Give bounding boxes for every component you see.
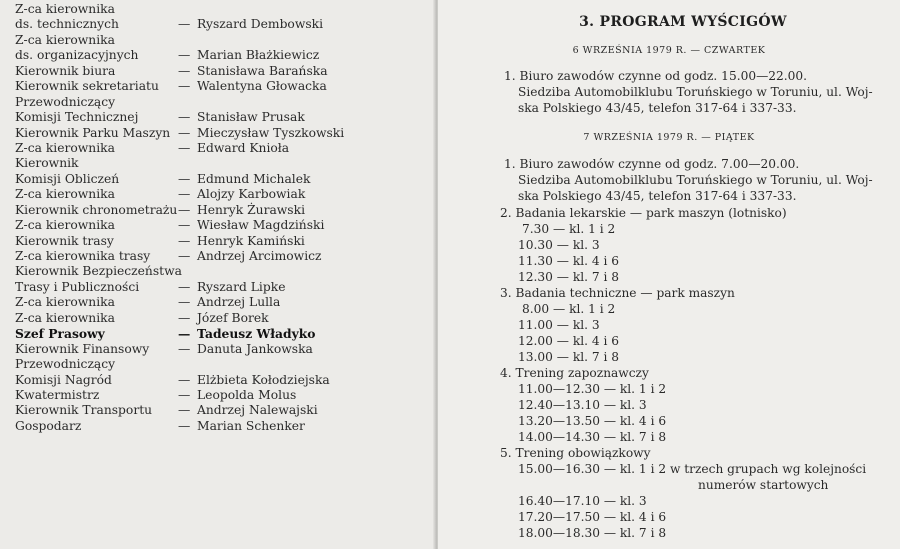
roster-role: Gospodarz: [15, 418, 82, 433]
familiarization-row: 13.20—13.50 — kl. 4 i 6: [518, 414, 667, 428]
roster-person: Henryk Żurawski: [197, 202, 306, 217]
roster-person: Stanisława Barańska: [197, 63, 328, 78]
roster-role: Kierownik Finansowy: [15, 341, 150, 356]
mandatory-row-continuation: numerów startowych: [698, 478, 829, 492]
roster-person: Andrzej Nalewajski: [197, 403, 318, 418]
technical-row: 11.00 — kl. 3: [518, 318, 600, 332]
roster-person: Mieczysław Tyszkowski: [197, 125, 345, 140]
roster-dash: —: [178, 202, 191, 217]
roster-dash: —: [178, 17, 191, 32]
roster-person: Józef Borek: [197, 310, 269, 325]
mandatory-training-title: 5. Trening obowiązkowy: [500, 446, 651, 460]
roster-person: Edward Knioła: [197, 140, 290, 155]
date-thursday: 6 WRZEŚNIA 1979 R. — CZWARTEK: [572, 45, 766, 56]
race-program: [438, 0, 900, 549]
roster-role: Z-ca kierownika: [15, 295, 115, 310]
roster-role: Trasy i Publiczności: [15, 279, 140, 294]
roster-dash: —: [178, 125, 191, 140]
d1-office-line1: 1. Biuro zawodów czynne od godz. 15.00—22.00.: [504, 69, 808, 83]
medical-row: 10.30 — kl. 3: [518, 238, 600, 252]
roster-role: Z-ca kierownika: [15, 310, 115, 325]
roster-dash: —: [178, 295, 191, 310]
roster-role: Kwatermistrz: [15, 387, 100, 402]
roster-dash: —: [178, 403, 191, 418]
roster-person: Danuta Jankowska: [197, 341, 313, 356]
roster-role: Kierownik sekretariatu: [15, 79, 159, 94]
roster-role: Z-ca kierownika: [15, 2, 115, 16]
right-page: [438, 0, 900, 549]
roster-role: ds. organizacyjnych: [15, 48, 139, 63]
left-page: [0, 0, 436, 549]
roster-person: Ryszard Lipke: [197, 279, 286, 294]
roster-person: Stanisław Prusak: [197, 110, 305, 125]
mandatory-row: 15.00—16.30 — kl. 1 i 2 w trzech grupach wg kolejności: [518, 462, 867, 476]
familiarization-row: 12.40—13.10 — kl. 3: [518, 398, 647, 412]
roster-role: Przewodniczący: [15, 357, 116, 372]
roster-dash: —: [178, 387, 191, 402]
technical-row: 8.00 — kl. 1 i 2: [522, 302, 616, 316]
roster-dash: —: [178, 63, 191, 78]
roster-role: Szef Prasowy: [15, 326, 105, 342]
roster-person: Wiesław Magdziński: [197, 218, 325, 233]
roster-role: Z-ca kierownika: [15, 32, 115, 47]
roster-dash: —: [178, 110, 191, 125]
roster-role: Komisji Obliczeń: [15, 171, 120, 186]
medical-row: 7.30 — kl. 1 i 2: [522, 222, 616, 236]
medical-row: 11.30 — kl. 4 i 6: [518, 254, 620, 268]
roster-dash: —: [178, 187, 191, 202]
d2-office-line1: 1. Biuro zawodów czynne od godz. 7.00—20.00.: [504, 157, 800, 171]
roster-person: Andrzej Arcimowicz: [197, 249, 322, 263]
roster-role: Kierownik trasy: [15, 233, 114, 248]
mandatory-row: 18.00—18.30 — kl. 7 i 8: [518, 526, 667, 540]
roster-person: Marian Błażkiewicz: [197, 48, 320, 63]
roster-dash: —: [178, 326, 191, 342]
medical-row: 12.30 — kl. 7 i 8: [518, 270, 620, 284]
roster-dash: —: [178, 341, 191, 356]
roster-role: ds. technicznych: [15, 17, 119, 32]
mandatory-row: 17.20—17.50 — kl. 4 i 6: [518, 510, 667, 524]
roster-person: Marian Schenker: [197, 418, 305, 433]
roster-role: Z-ca kierownika: [15, 187, 115, 202]
technical-row: 13.00 — kl. 7 i 8: [518, 350, 620, 364]
roster-dash: —: [178, 418, 191, 433]
familiarization-row: 11.00—12.30 — kl. 1 i 2: [518, 382, 667, 396]
roster-dash: —: [178, 48, 191, 63]
roster-person: Alojzy Karbowiak: [197, 187, 306, 202]
date-friday: 7 WRZEŚNIA 1979 R. — PIĄTEK: [583, 132, 755, 143]
roster-person: Ryszard Dembowski: [197, 17, 324, 32]
roster-person: Elżbieta Kołodziejska: [197, 372, 330, 387]
technical-exam-title: 3. Badania techniczne — park maszyn: [500, 286, 735, 300]
d2-office-line2: Siedziba Automobilklubu Toruńskiego w Toruniu, ul. Woj-: [518, 173, 873, 187]
roster-role: Kierownik Transportu: [15, 403, 153, 418]
roster-role: Kierownik Bezpieczeństwa: [15, 264, 182, 279]
roster-person: Henryk Kamiński: [197, 233, 305, 248]
technical-row: 12.00 — kl. 4 i 6: [518, 334, 620, 348]
roster-role: Z-ca kierownika: [15, 140, 115, 155]
roster-role: Kierownik Parku Maszyn: [15, 125, 171, 140]
roster-dash: —: [178, 140, 191, 155]
roster-role: Z-ca kierownika: [15, 218, 115, 233]
d2-office-line3: ska Polskiego 43/45, telefon 317-64 i 337-33.: [518, 189, 797, 203]
roster-person: Tadeusz Władyko: [197, 326, 316, 342]
roster-role: Z-ca kierownika trasy: [15, 249, 151, 263]
roster-role: Przewodniczący: [15, 94, 116, 109]
roster-dash: —: [178, 279, 191, 294]
familiarization-training-title: 4. Trening zapoznawczy: [500, 366, 649, 380]
roster-person: Leopolda Molus: [197, 387, 297, 402]
roster-dash: —: [178, 218, 191, 233]
program-heading: 3. PROGRAM WYŚCIGÓW: [579, 14, 787, 30]
roster-dash: —: [178, 310, 191, 325]
d1-office-line2: Siedziba Automobilklubu Toruńskiego w Toruniu, ul. Woj-: [518, 85, 873, 99]
mandatory-row: 16.40—17.10 — kl. 3: [518, 494, 647, 508]
roster-person: Edmund Michalek: [197, 171, 311, 186]
roster-role: Kierownik: [15, 156, 79, 171]
familiarization-row: 14.00—14.30 — kl. 7 i 8: [518, 430, 667, 444]
roster-role: Komisji Nagród: [15, 372, 112, 387]
roster-role: Kierownik chronometrażu: [15, 202, 178, 217]
roster-dash: —: [178, 249, 191, 263]
roster-role: Kierownik biura: [15, 63, 116, 78]
roster-dash: —: [178, 171, 191, 186]
roster-person: Walentyna Głowacka: [197, 79, 327, 94]
roster-dash: —: [178, 233, 191, 248]
roster-role: Komisji Technicznej: [15, 110, 139, 125]
d1-office-line3: ska Polskiego 43/45, telefon 317-64 i 337-33.: [518, 101, 797, 115]
roster-dash: —: [178, 79, 191, 94]
medical-exam-title: 2. Badania lekarskie — park maszyn (lotnisko): [500, 206, 787, 220]
roster-dash: —: [178, 372, 191, 387]
roster-person: Andrzej Lulla: [197, 295, 281, 310]
